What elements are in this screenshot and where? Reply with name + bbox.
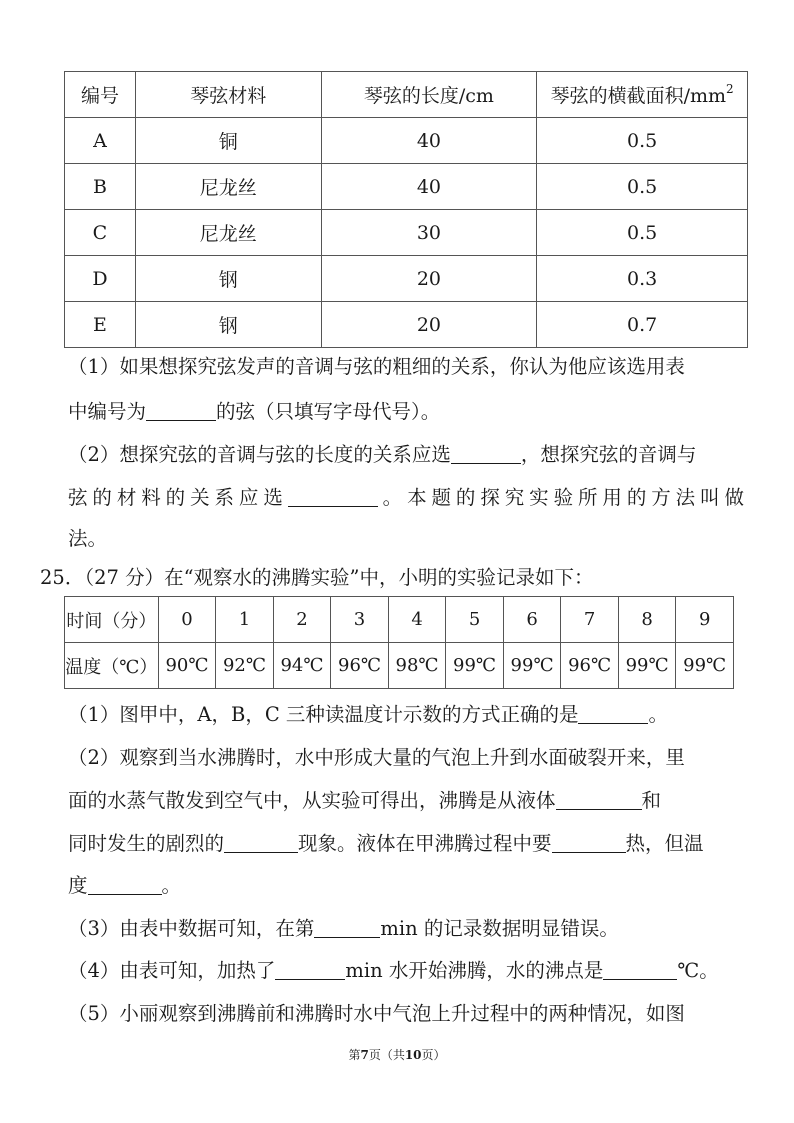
temperature-cell: 99℃ [446, 643, 504, 689]
answer-blank[interactable] [578, 704, 648, 724]
answer-blank[interactable] [88, 875, 162, 895]
table-row [65, 256, 748, 302]
temperature-cell: 94℃ [273, 643, 331, 689]
answer-blank[interactable] [146, 401, 216, 421]
answer-blank[interactable] [451, 444, 521, 464]
q24-part1-text-b: 的弦（只填写字母代号）。 [216, 400, 441, 423]
cell-material: 尼龙丝 [135, 210, 321, 256]
time-cell: 9 [676, 597, 734, 643]
table-header-row [65, 72, 748, 118]
q25-part3-text-a: （3）由表中数据可知，在第 [68, 917, 315, 940]
table-row [65, 210, 748, 256]
cell-length: 30 [321, 210, 537, 256]
time-cell: 6 [503, 597, 561, 643]
cell-id: A [65, 118, 136, 164]
cell-material: 钢 [135, 302, 321, 348]
time-cell: 3 [331, 597, 389, 643]
header-material: 琴弦材料 [135, 72, 321, 118]
header-area [537, 72, 748, 118]
temperature-cell: 92℃ [216, 643, 274, 689]
string-material-table [64, 71, 748, 348]
question-25-title: 25．（27 分）在“观察水的沸腾实验”中，小明的实验记录如下： [40, 566, 594, 589]
temperature-cell: 99℃ [676, 643, 734, 689]
temperature-cell: 99℃ [618, 643, 676, 689]
temperature-cell: 96℃ [561, 643, 619, 689]
table-row [65, 302, 748, 348]
table-row [65, 118, 748, 164]
answer-blank[interactable] [288, 487, 378, 507]
footer-middle: 页（共 [368, 1048, 405, 1062]
temperature-cell: 99℃ [503, 643, 561, 689]
time-cell: 2 [273, 597, 331, 643]
time-cell: 8 [618, 597, 676, 643]
q25-part1-text-a: （1）图甲中，A，B，C 三种读温度计示数的方式正确的是 [68, 703, 579, 726]
cell-material: 尼龙丝 [135, 164, 321, 210]
q24-part2-text-c: 弦的材料的关系应选 [68, 486, 288, 509]
q25-part2-text-c: 同时发生的剧烈的 [68, 832, 225, 855]
footer-prefix: 第 [348, 1048, 361, 1062]
answer-blank[interactable] [314, 918, 380, 938]
cell-length: 20 [321, 256, 537, 302]
cell-material: 铜 [135, 118, 321, 164]
answer-blank[interactable] [556, 790, 642, 810]
cell-id: C [65, 210, 136, 256]
cell-area: 0.5 [537, 118, 748, 164]
q24-part1-line2 [68, 400, 440, 424]
q24-part2-line1 [68, 443, 696, 467]
q25-part1-text-b: 。 [648, 703, 668, 726]
q24-part2-text-d: 。本题的探究实验所用的方法叫做 [377, 486, 744, 509]
table-row [65, 164, 748, 210]
q25-part2-line4 [68, 874, 181, 898]
cell-length: 40 [321, 164, 537, 210]
temperature-cell: 98℃ [388, 643, 446, 689]
cell-id: B [65, 164, 136, 210]
q25-part1 [68, 703, 668, 727]
boiling-record-table [64, 596, 734, 689]
footer-total-pages: 10 [404, 1048, 422, 1062]
footer-page-number: 7 [360, 1048, 369, 1062]
cell-id: D [65, 256, 136, 302]
cell-area: 0.5 [537, 210, 748, 256]
q25-part4 [68, 959, 719, 983]
q25-part2-line2 [68, 789, 661, 813]
cell-area: 0.3 [537, 256, 748, 302]
time-cell: 4 [388, 597, 446, 643]
temperature-label: 温度（℃） [65, 643, 159, 689]
page-footer [0, 1046, 794, 1063]
cell-area: 0.7 [537, 302, 748, 348]
cell-length: 20 [321, 302, 537, 348]
header-area-text: 琴弦的横截面积/mm [550, 85, 727, 107]
time-cell: 7 [561, 597, 619, 643]
q25-part3-text-b: min 的记录数据明显错误。 [380, 917, 619, 940]
cell-length: 40 [321, 118, 537, 164]
q25-part4-text-a: （4）由表可知，加热了 [68, 959, 276, 982]
time-cell: 1 [216, 597, 274, 643]
answer-blank[interactable] [275, 960, 345, 980]
q24-part2-text-a: （2）想探究弦的音调与弦的长度的关系应选 [68, 443, 451, 466]
q25-part2-text-e: 热，但温 [625, 832, 704, 855]
q25-part5: （5）小丽观察到沸腾前和沸腾时水中气泡上升过程中的两种情况，如图 [68, 1002, 685, 1025]
cell-material: 钢 [135, 256, 321, 302]
q25-part2-text-g: 。 [161, 874, 182, 897]
temperature-cell: 90℃ [158, 643, 216, 689]
q25-part2-text-d: 现象。液体在甲沸腾过程中要 [298, 832, 552, 855]
header-area-superscript: 2 [726, 82, 734, 96]
q24-part2-line2 [68, 486, 744, 510]
header-number: 编号 [65, 72, 136, 118]
time-cell: 5 [446, 597, 504, 643]
q25-part2-line3 [68, 832, 704, 856]
cell-area: 0.5 [537, 164, 748, 210]
time-label: 时间（分） [65, 597, 159, 643]
q25-part2-text-f: 度 [68, 874, 88, 897]
answer-blank[interactable] [224, 833, 298, 853]
temperature-row [65, 643, 734, 689]
cell-id: E [65, 302, 136, 348]
q25-part4-text-c: ℃。 [677, 959, 719, 982]
time-cell: 0 [158, 597, 216, 643]
q25-part2-line1: （2）观察到当水沸腾时，水中形成大量的气泡上升到水面破裂开来，里 [68, 746, 685, 769]
temperature-cell: 96℃ [331, 643, 389, 689]
header-length: 琴弦的长度/cm [321, 72, 537, 118]
q24-part2-line3: 法。 [68, 527, 108, 550]
q25-part3 [68, 917, 619, 941]
q25-part4-text-b: min 水开始沸腾，水的沸点是 [345, 959, 604, 982]
answer-blank[interactable] [603, 960, 677, 980]
q24-part2-text-b: ，想探究弦的音调与 [520, 443, 697, 466]
q25-part2-text-b: 和 [641, 789, 662, 812]
answer-blank[interactable] [552, 833, 626, 853]
footer-suffix: 页） [421, 1048, 446, 1062]
q24-part1-text-a: 中编号为 [68, 400, 147, 423]
q24-part1-line1: （1）如果想探究弦发声的音调与弦的粗细的关系，你认为他应该选用表 [68, 355, 685, 378]
q25-part2-text-a: 面的水蒸气散发到空气中，从实验可得出，沸腾是从液体 [68, 789, 556, 812]
time-row [65, 597, 734, 643]
